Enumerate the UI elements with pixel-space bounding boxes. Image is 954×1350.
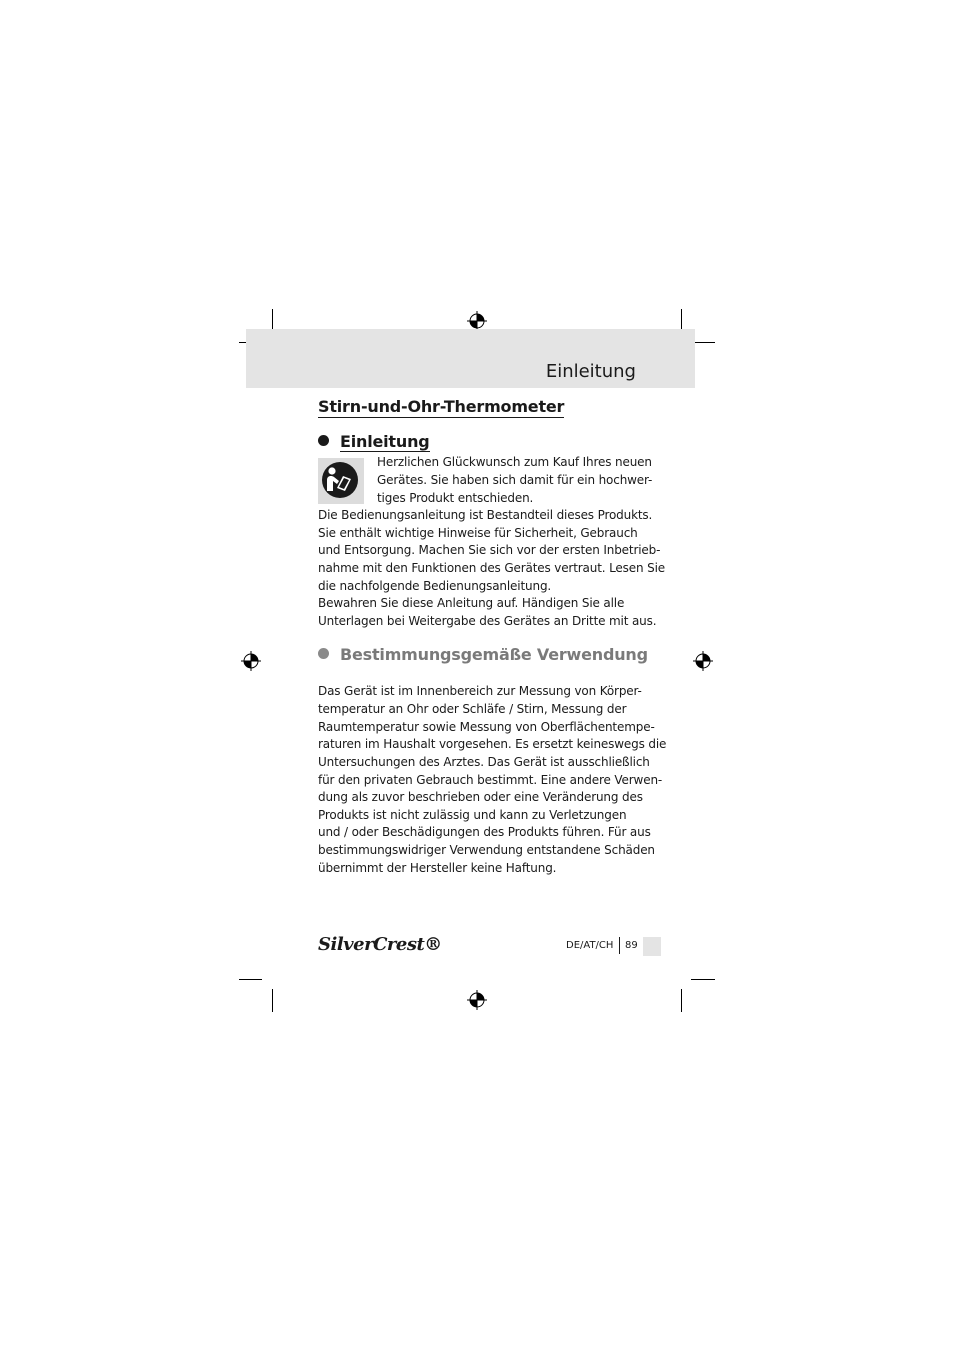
crop-mark (272, 989, 273, 1012)
text-line: Untersuchungen des Arztes. Das Gerät ist ausschließlich (318, 755, 650, 769)
registration-mark-icon (693, 651, 713, 671)
registration-mark-icon (467, 311, 487, 331)
manual-reading-icon (318, 458, 364, 504)
page-header-title: Einleitung (545, 361, 636, 382)
text-line: übernimmt der Hersteller keine Haftung. (318, 861, 557, 875)
text-line: und Entsorgung. Machen Sie sich vor der ersten Inbetrieb- (318, 543, 661, 557)
registration-mark-icon (467, 990, 487, 1010)
text-line: nahme mit den Funktionen des Gerätes vertraut. Lesen Sie (318, 561, 665, 575)
document-title: Stirn-und-Ohr-Thermometer (318, 397, 565, 416)
text-line: die nachfolgende Bedienungsanleitung. (318, 579, 552, 593)
footer-region: DE/AT/CH (566, 940, 614, 951)
page-number: 89 (625, 940, 638, 951)
text-line: dung als zuvor beschrieben oder eine Veränderung des (318, 790, 643, 804)
section-heading-usage (318, 645, 648, 664)
footer-divider (619, 937, 620, 954)
crop-mark (691, 979, 715, 980)
text-line: und / oder Beschädigungen des Produkts führen. Für aus (318, 825, 651, 839)
section-heading-text: Bestimmungsgemäße Verwendung (340, 645, 648, 664)
text-line: Unterlagen bei Weitergabe des Gerätes an Dritte mit aus. (318, 614, 657, 628)
text-line: raturen im Haushalt vorgesehen. Es ersetzt keineswegs die (318, 737, 667, 751)
text-line: Das Gerät ist im Innenbereich zur Messung von Körper- (318, 684, 642, 698)
text-line: bestimmungswidriger Verwendung entstandene Schäden (318, 843, 655, 857)
text-line: für den privaten Gebrauch bestimmt. Eine andere Verwen- (318, 773, 663, 787)
crop-mark (239, 979, 262, 980)
bullet-icon (318, 435, 329, 446)
bullet-icon (318, 648, 329, 659)
brand-logo: SilverCrest® (318, 934, 442, 955)
text-line: Die Bedienungsanleitung ist Bestandteil dieses Produkts. (318, 508, 653, 522)
text-line: Gerätes. Sie haben sich damit für ein hochwer- (377, 473, 653, 487)
page-tab (643, 937, 661, 956)
text-line: Sie enthält wichtige Hinweise für Sicherheit, Gebrauch (318, 526, 638, 540)
section-heading-text: Einleitung (340, 432, 430, 451)
registration-mark-icon (241, 651, 261, 671)
crop-mark (681, 989, 682, 1012)
text-line: tiges Produkt entschieden. (377, 491, 534, 505)
text-line: Raumtemperatur sowie Messung von Oberflächentempe- (318, 720, 655, 734)
text-line: temperatur an Ohr oder Schläfe / Stirn, Messung der (318, 702, 627, 716)
text-line: Bewahren Sie diese Anleitung auf. Händigen Sie alle (318, 596, 625, 610)
text-line: Produkts ist nicht zulässig und kann zu Verletzungen (318, 808, 627, 822)
section-heading-intro (318, 432, 430, 451)
text-line: Herzlichen Glückwunsch zum Kauf Ihres neuen (377, 455, 652, 469)
